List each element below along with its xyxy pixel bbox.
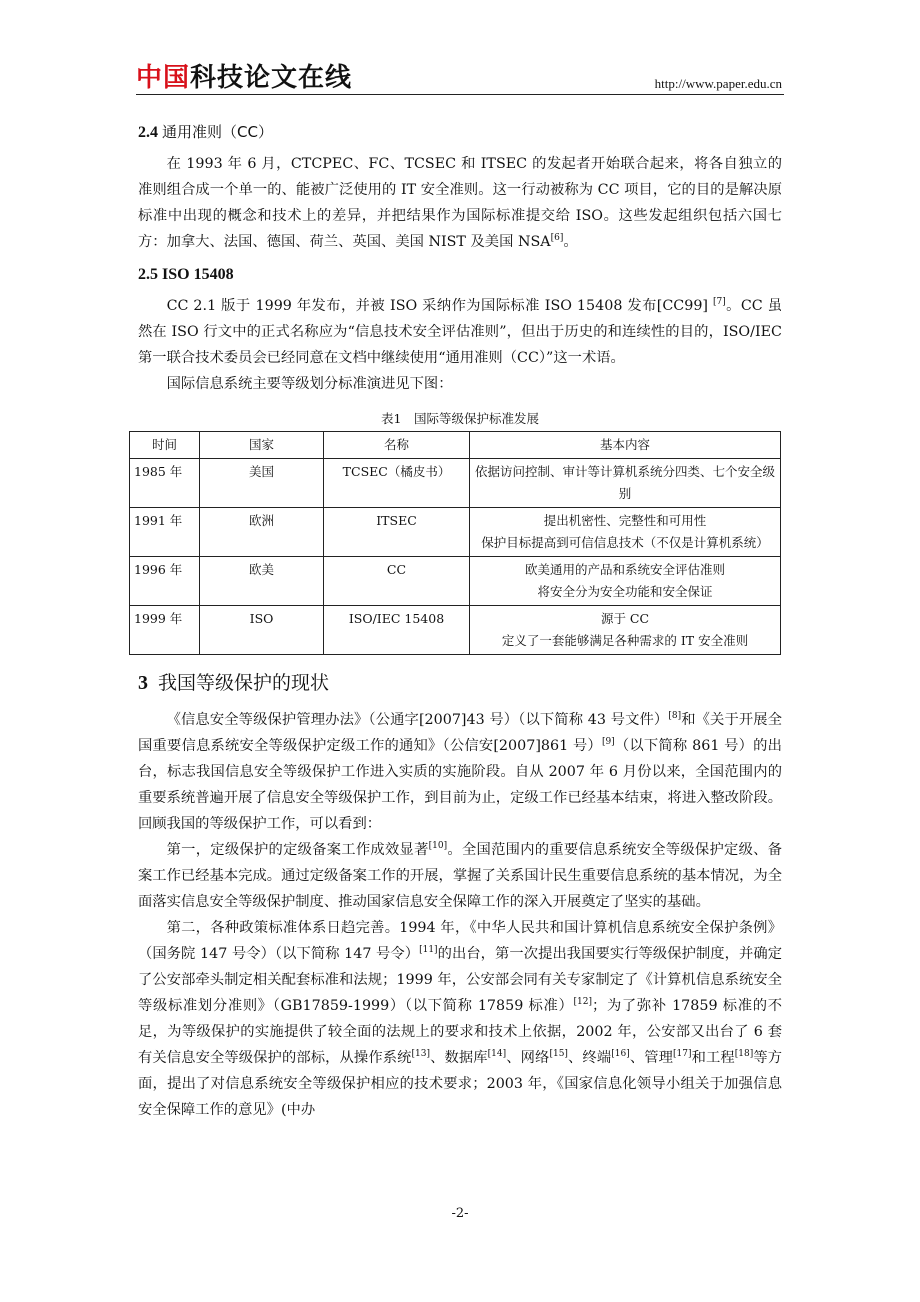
- header-cell: 名称: [324, 432, 470, 459]
- header-cell: 基本内容: [470, 432, 781, 459]
- section-2-5-heading: 2.5 ISO 15408: [138, 266, 234, 283]
- journal-logo: [136, 62, 352, 94]
- header-cell: 国家: [200, 432, 324, 459]
- name-cell: ISO/IEC 15408: [324, 606, 470, 655]
- content-cell: [470, 606, 781, 655]
- citation: [14]: [487, 1049, 507, 1060]
- section-title: 通用准则（CC）: [162, 123, 273, 141]
- header-cell: 时间: [130, 432, 200, 459]
- paragraph: [138, 293, 782, 371]
- paragraph-text: 、管理: [629, 1050, 674, 1066]
- logo-red-text: 中国: [136, 63, 191, 93]
- content-line: 将安全分为安全功能和安全保证: [537, 584, 713, 599]
- country-cell: 欧洲: [200, 508, 324, 557]
- paragraph: 国际信息系统主要等级划分标准演进见下图：: [166, 376, 453, 392]
- page-number: -2-: [451, 1206, 469, 1221]
- section-2-4-heading: [138, 120, 782, 145]
- paragraph-text: 第一，定级保护的定级备案工作成效显著: [166, 842, 429, 858]
- header-rule: [136, 94, 784, 95]
- paragraph-text: 。全国范围内的重要信息系统安全等级保护定级、备案工作已经基本完成。通过定级备案工作的开展，掌握了关系国计民生重要信息系统的基本情况，为全面落实信息安全等级保护制度、推动国家信息安全保障工作的深入开展奠定了坚实的基础。: [138, 842, 782, 910]
- paragraph-text: 、数据库: [429, 1050, 488, 1066]
- logo-black-text: 科技论文在线: [190, 63, 353, 93]
- paragraph: [138, 837, 782, 915]
- paragraph-text: 的出台，第一次提出我国要实行等级保护制度，并确定了公安部牵头制定相关配套标准和法规；1999 年，公安部会同有关专家制定了《计算机信息系统安全等级标准划分准则》（GB17859-1999）（以下简称 17859 标准）: [138, 946, 783, 1014]
- citation: [6]: [550, 233, 564, 244]
- content-line: 定义了一套能够满足各种需求的 IT 安全准则: [501, 633, 749, 648]
- citation: [17]: [673, 1049, 692, 1060]
- citation: [10]: [428, 841, 448, 852]
- paragraph-text: ；为了弥补 17859 标准的不足，为等级保护的实施提供了较全面的法规上的要求和技术上依据，2002 年，公安部又出台了 6 套有关信息安全等级保护的部标，从操作系统: [138, 998, 783, 1066]
- paragraph-text: 《信息安全等级保护管理办法》（公通字[2007]43 号）（以下简称 43 号文件）: [166, 712, 669, 728]
- name-cell: CC: [324, 557, 470, 606]
- table-header-row: [130, 432, 781, 459]
- citation: [18]: [734, 1049, 754, 1060]
- paragraph-text: CC 2.1 版于 1999 年发布，并被 ISO 采纳作为国际标准 ISO 15408 发布[CC99]: [166, 298, 713, 314]
- paragraph-text: 在 1993 年 6 月，CTCPEC、FC、TCSEC 和 ITSEC 的发起者开始联合起来，将各自独立的准则组合成一个单一的、能被广泛使用的 IT 安全准则。这一行动被称为 CC 项目，它的目的是解决原标准中出现的概念和技术上的差异，并把结果作为国际标准提交给 ISO。这些发起组织包括六国七方：加拿大、法国、德国、荷兰、英国、美国 NIST 及美国 NSA: [138, 156, 782, 250]
- citation: [9]: [601, 737, 615, 748]
- country-cell: ISO: [200, 606, 324, 655]
- citation: [7]: [712, 297, 726, 308]
- citation: [8]: [668, 711, 682, 722]
- name-cell: ITSEC: [324, 508, 470, 557]
- table-row: [130, 606, 781, 655]
- paragraph-text: 和工程: [691, 1050, 735, 1066]
- section-number: 3: [138, 672, 148, 694]
- citation: [16]: [611, 1049, 630, 1060]
- content-cell: [470, 508, 781, 557]
- paragraph-text: 等方面，提出了对信息系统安全等级保护相应的技术要求；2003 年，《国家信息化领导小组关于加强信息安全保障工作的意见》(中办: [138, 1050, 783, 1118]
- content-line: 依据访问控制、审计等计算机系统分四类、七个安全级别: [474, 464, 775, 501]
- table-row: [130, 508, 781, 557]
- paragraph: [138, 707, 782, 837]
- paragraph-text: 第二，各种政策标准体系日趋完善。1994 年，《中华人民共和国计算机信息系统安全保护条例》（国务院 147 号令）（以下简称 147 号令）: [138, 920, 782, 962]
- paragraph: [138, 915, 782, 1123]
- standards-table: [129, 431, 781, 655]
- paragraph-text: 、终端: [567, 1050, 612, 1066]
- content-line: 源于 CC: [600, 611, 650, 626]
- citation: [12]: [573, 997, 592, 1008]
- name-cell: TCSEC（橘皮书）: [324, 459, 470, 508]
- section-title: 我国等级保护的现状: [158, 672, 330, 694]
- content-cell: [470, 459, 781, 508]
- time-cell: 1999 年: [130, 606, 200, 655]
- section-3-heading: [138, 669, 782, 697]
- table-row: [130, 557, 781, 606]
- table-row: [130, 459, 781, 508]
- paragraph-text: （以下简称 861 号）的出台，标志我国信息安全等级保护工作进入实质的实施阶段。自从 2007 年 6 月份以来，全国范围内的重要系统普遍开展了信息安全等级保护工作，到目前为止，定级工作已经基本结束，将进入整改阶段。回顾我国的等级保护工作，可以看到：: [138, 738, 782, 832]
- citation: [13]: [411, 1049, 430, 1060]
- time-cell: 1996 年: [130, 557, 200, 606]
- paragraph-text: 。CC 虽然在 ISO 行文中的正式名称应为“信息技术安全评估准则”，但出于历史的和连续性的目的，ISO/IEC 第一联合技术委员会已经同意在文档中继续使用“通用准则（CC）”这一术语。: [138, 298, 782, 366]
- page-body: [134, 120, 783, 1123]
- country-cell: 美国: [200, 459, 324, 508]
- time-cell: 1985 年: [130, 459, 200, 508]
- citation: [15]: [549, 1049, 568, 1060]
- content-cell: [470, 557, 781, 606]
- content-line: 欧美通用的产品和系统安全评估准则: [524, 562, 725, 577]
- section-number: 2.4: [138, 124, 158, 141]
- paragraph-text: 、网络: [506, 1050, 550, 1066]
- content-line: 提出机密性、完整性和可用性: [543, 513, 707, 528]
- paragraph: [138, 151, 782, 255]
- time-cell: 1991 年: [130, 508, 200, 557]
- header-url: http://www.paper.edu.cn: [654, 76, 782, 91]
- country-cell: 欧美: [200, 557, 324, 606]
- paragraph-text: 。: [563, 234, 578, 250]
- table-caption: 表1 国际等级保护标准发展: [381, 411, 539, 426]
- content-line: 保护目标提高到可信信息技术（不仅是计算机系统）: [481, 535, 769, 550]
- citation: [11]: [419, 945, 438, 956]
- paragraph-text: 和《关于开展全国重要信息系统安全等级保护定级工作的通知》（公信安[2007]861 号）: [138, 712, 782, 754]
